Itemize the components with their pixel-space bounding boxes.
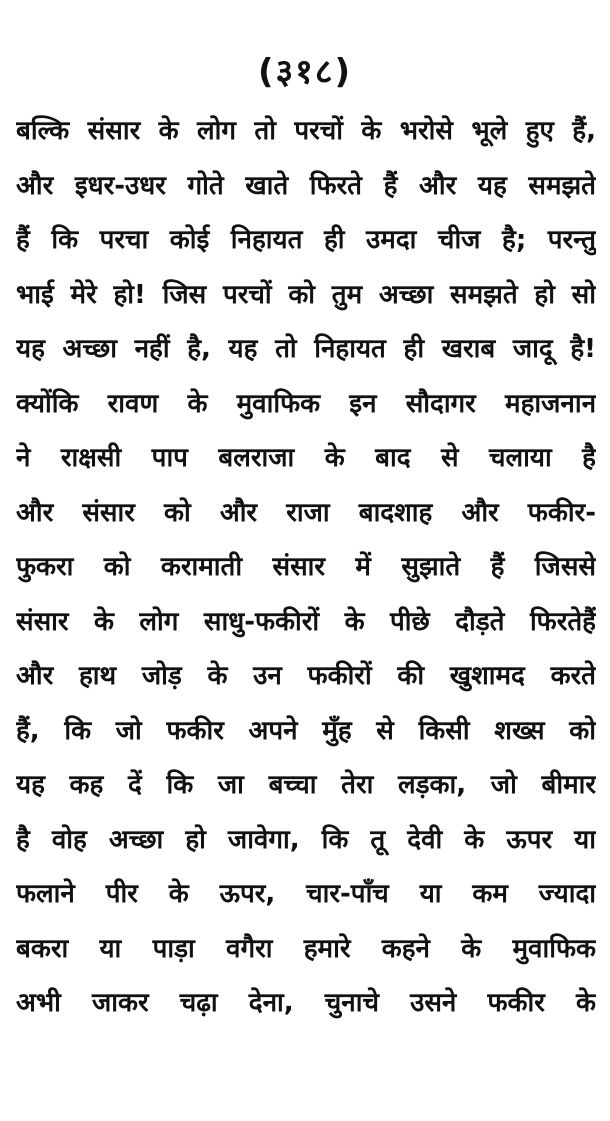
text-line-14: है वोह अच्छा हो जावेगा, कि तू देवी के ऊपर या <box>16 824 596 855</box>
text-line-9: फुकरा को करामाती संसार में सुझाते हैं जिससे <box>16 552 596 582</box>
text-line-5: यह अच्छा नहीं है, यह तो निहायत ही खराब जादू है! <box>16 334 596 364</box>
text-line-16: बकरा या पाड़ा वगैरा हमारे कहने के मुवाफिक <box>16 933 596 964</box>
text-line-15: फलाने पीर के ऊपर, चार-पाँच या कम ज्यादा <box>16 879 596 909</box>
text-line-12: हैं, कि जो फकीर अपने मुँह से किसी शख्स को <box>16 715 596 746</box>
text-line-10: संसार के लोग साधु-फकीरों के पीछे दौड़ते फिरतेहैं <box>16 606 596 637</box>
text-line-11: और हाथ जोड़ के उन फकीरों की खुशामद करते <box>16 661 596 691</box>
text-line-4: भाई मेरे हो! जिस परचों को तुम अच्छा समझते हो सो <box>16 279 596 310</box>
text-line-3: हैं कि परचा कोई निहायत ही उमदा चीज है; परन्तु <box>16 225 596 255</box>
body-text <box>16 104 596 1031</box>
page-number: (३१८) <box>257 52 353 92</box>
text-line-8: और संसार को और राजा बादशाह और फकीर- <box>16 497 596 528</box>
text-line-2: और इधर-उधर गोते खाते फिरते हैं और यह समझते <box>16 170 596 201</box>
text-line-17: अभी जाकर चढ़ा देना, चुनाचे उसने फकीर के <box>16 988 596 1018</box>
text-line-6: क्योंकि रावण के मुवाफिक इन सौदागर महाजनान <box>16 388 596 419</box>
text-line-7: ने राक्षसी पाप बलराजा के बाद से चलाया है <box>16 443 596 473</box>
text-line-13: यह कह दें कि जा बच्चा तेरा लड़का, जो बीमार <box>16 770 596 800</box>
text-line-1: बल्कि संसार के लोग तो परचों के भरोसे भूले हुए हैं, <box>16 116 596 146</box>
